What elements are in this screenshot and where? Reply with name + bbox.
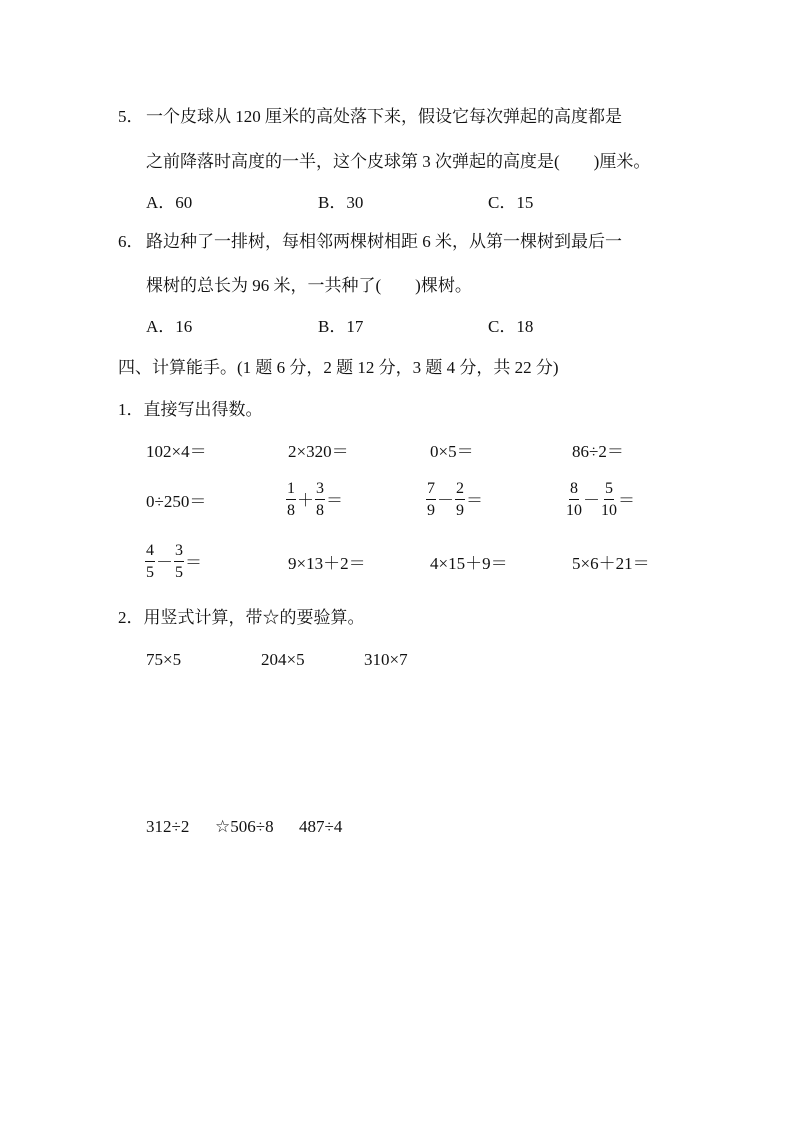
denominator: 5 [146, 564, 154, 581]
numerator: 5 [604, 481, 614, 500]
question-6-text-line1: 路边种了一排树，每相邻两棵树相距 6 米，从第一棵树到最后一 [146, 232, 622, 251]
equals-sign: ＝ [466, 490, 483, 510]
fraction-expression [145, 543, 203, 581]
part-2-title: 2．用竖式计算，带☆的要验算。 [118, 608, 365, 627]
numerator: 2 [455, 481, 465, 500]
operator: － [583, 490, 600, 510]
expression: 5×6＋21＝ [572, 554, 650, 573]
expression: 2×320＝ [288, 442, 349, 461]
expression: 86÷2＝ [572, 442, 624, 461]
expression: 4×15＋9＝ [430, 554, 508, 573]
numerator: 4 [145, 543, 155, 562]
vertical-calc-problem: 204×5 [261, 650, 305, 669]
vertical-calc-problem: 312÷2 [146, 817, 190, 836]
equals-sign: ＝ [185, 552, 202, 572]
expression: 0÷250＝ [146, 492, 207, 511]
question-5-option-a: A．60 [146, 193, 193, 212]
denominator: 8 [287, 502, 295, 519]
denominator: 9 [456, 502, 464, 519]
question-5-option-b: B．30 [318, 193, 364, 212]
denominator: 10 [566, 502, 582, 519]
vertical-calc-problem: 310×7 [364, 650, 408, 669]
operator: － [437, 490, 454, 510]
vertical-calc-problem-starred: ☆506÷8 [215, 817, 274, 836]
question-6-option-a: A．16 [146, 317, 193, 336]
part-1-title: 1．直接写出得数。 [118, 400, 263, 419]
fraction-expression [566, 481, 636, 519]
fraction [601, 481, 617, 519]
fraction [174, 543, 184, 581]
equals-sign: ＝ [618, 490, 635, 510]
denominator: 8 [316, 502, 324, 519]
question-6-option-b: B．17 [318, 317, 364, 336]
fraction-expression [286, 481, 344, 519]
fraction [286, 481, 296, 519]
question-6-text-line2: 棵树的总长为 96 米，一共种了( )棵树。 [146, 276, 472, 295]
fraction [455, 481, 465, 519]
question-5-text-line2: 之前降落时高度的一半，这个皮球第 3 次弹起的高度是( )厘米。 [146, 152, 651, 171]
operator: － [156, 552, 173, 572]
question-5-option-c: C．15 [488, 193, 534, 212]
numerator: 3 [315, 481, 325, 500]
fraction-expression [426, 481, 484, 519]
question-6-option-c: C．18 [488, 317, 534, 336]
fraction [426, 481, 436, 519]
section-4-heading: 四、计算能手。(1 题 6 分，2 题 12 分，3 题 4 分，共 22 分) [118, 358, 559, 377]
vertical-calc-problem: 75×5 [146, 650, 182, 669]
numerator: 8 [569, 481, 579, 500]
denominator: 5 [175, 564, 183, 581]
vertical-calc-problem: 487÷4 [299, 817, 343, 836]
numerator: 3 [174, 543, 184, 562]
denominator: 10 [601, 502, 617, 519]
fraction [566, 481, 582, 519]
question-5-text-line1: 一个皮球从 120 厘米的高处落下来，假设它每次弹起的高度都是 [146, 107, 622, 126]
operator: ＋ [297, 490, 314, 510]
expression: 9×13＋2＝ [288, 554, 366, 573]
expression: 102×4＝ [146, 442, 207, 461]
question-6-number: 6． [118, 232, 144, 251]
question-5-number: 5． [118, 107, 144, 126]
numerator: 7 [426, 481, 436, 500]
fraction [315, 481, 325, 519]
expression: 0×5＝ [430, 442, 474, 461]
numerator: 1 [286, 481, 296, 500]
denominator: 9 [427, 502, 435, 519]
fraction [145, 543, 155, 581]
equals-sign: ＝ [326, 490, 343, 510]
